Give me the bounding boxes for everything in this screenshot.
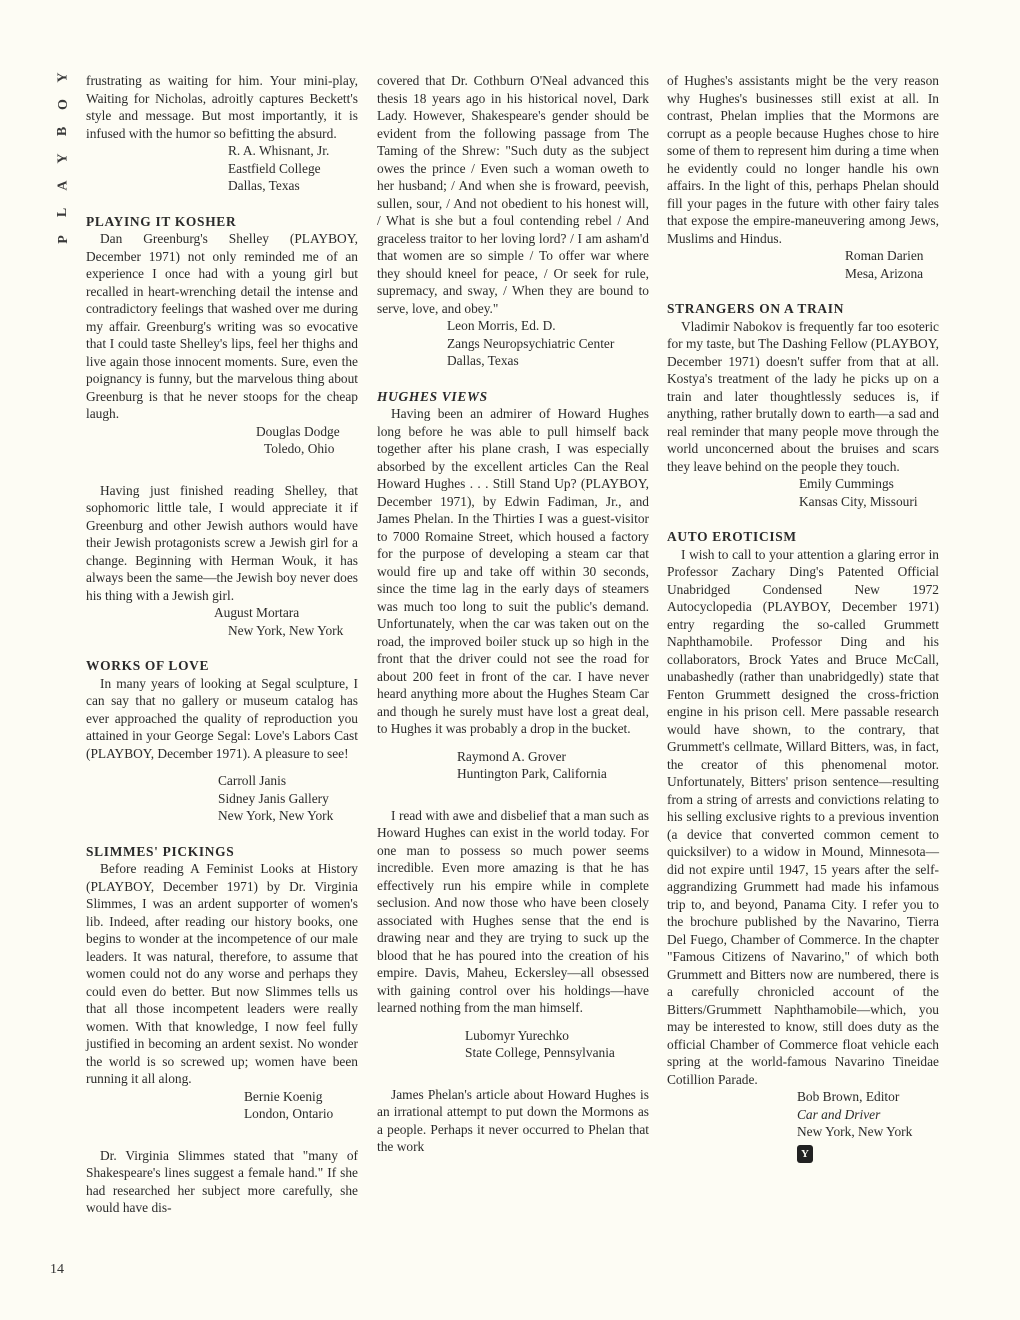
letter-signature <box>797 1088 939 1141</box>
signature-affiliation: Car and Driver <box>797 1106 881 1122</box>
signature-name: Bernie Koenig <box>244 1088 323 1104</box>
signature-location: New York, New York <box>797 1124 913 1139</box>
signature-name: Raymond A. Grover <box>457 748 566 764</box>
page-number: 14 <box>50 1262 64 1277</box>
letter-signature <box>799 475 939 510</box>
letter-paragraph: In many years of looking at Segal sculpture, I can say that no gallery or museum catalog has ever approached the quality of reproduction you attained in your George Segal: Love's Labors Cast (PLAYBOY, December 1971). A pleasure to see! <box>86 675 358 761</box>
letter-paragraph: James Phelan's article about Howard Hughes is an irrational attempt to put down the Mormons as a people. Perhaps it never occurred to Phelan that the work <box>377 1086 649 1154</box>
signature-location: Dallas, Texas <box>447 353 519 368</box>
letter-paragraph: of Hughes's assistants might be the very reason why Hughes's businesses still exist at all. In contrast, Phelan implies that the Mormons are corrupt as a people because Hughes chose to hire some of them to represent him during a time when he evidently could no longer handle his own affairs. In the light of this, perhaps Phelan should fill your pages in the future with other fairy tales that expose the empire-maneuvering among Jews, Muslims and Hindus. <box>667 73 939 246</box>
sidebar-letter: L <box>55 207 71 218</box>
signature-location: New York, New York <box>228 622 344 638</box>
letter-signature <box>214 604 358 639</box>
letter-paragraph: Vladimir Nabokov is frequently far too esoteric for my taste, but The Dashing Fellow (PLAYBOY, December 1971) doesn't suffer from that at all. Kostya's treatment of the lady he picks up on a train and later thoughtlessly seduces is, if anything, rather brutally down to earth—a sad and real reminder that many people move through the world unconcerned about the bruises and scars they leave behind on the people they touch. <box>667 318 939 474</box>
signature-location: Huntington Park, California <box>457 766 607 781</box>
letter-signature <box>244 1088 358 1123</box>
letter-paragraph: Dan Greenburg's Shelley (PLAYBOY, December 1971) not only reminded me of an experience I once had with a young girl but recalled in heart-wrenching detail the intense and contradictory feelings that washed over me during my affair. Greenburg's writing was so evocative that I could taste Shelley's lips, feel her thighs and live again those innocent moments. Sure, even the poignancy is funny, but the marvelous thing about Greenburg is that he never stoops for the cheap laugh. <box>86 231 358 421</box>
signature-name: Carroll Janis <box>218 773 287 788</box>
magazine-sidebar-title <box>48 64 78 253</box>
letter-signature <box>465 1027 649 1062</box>
letter-signature <box>845 247 939 282</box>
section-heading: SLIMMES' PICKINGS <box>86 843 235 859</box>
signature-name: August Mortara <box>214 605 300 620</box>
letter-paragraph: I read with awe and disbelief that a man such as Howard Hughes can exist in the world today. For one man to possess so much power seems incredible. Even more amazing is that he has effectively run his empire while in complete seclusion. And now those who have been closely associated with Hughes sense that the end is drawing near and they are trying to suck up the blood that he has poured into the creation of his empire. Davis, Maheu, Eckersley—all obsessed with gaining control over his holdings—have learned nothing from the man himself. <box>377 807 649 1015</box>
signature-location: Kansas City, Missouri <box>799 493 918 509</box>
letter-paragraph: I wish to call to your attention a glaring error in Professor Zachary Ding's Patented Official Unabridged Condensed New 1972 Autocyclopedia (PLAYBOY, December 1971) entry regarding the so-called Grummett Naphthamobile. Professor Ding and his collaborators, Brock Yates and Bruce McCall, unabashedly (rather than unabridgedly) state that Fenton Grummett designed the cross-friction engine in his prison cell. Mere passable research would have shown, to the contrary, that Grummett's cellmate, Willard Bitters, was, in fact, the creator of this phenomenal motor. Unfortunately, Bitters' prison sentence—resulting from a string of arrests and convictions relating to his selling exclusive rights to a previous invention (a device that converted common cement to quicksilver) to a widow in Mound, Minnesota—did not expire until 1947, 15 years after the self-aggrandizing Grummett had made his infamous trip to, and beyond, Panama City. I refer you to the brochure published by the Navarino, Tierra Del Fuego, Chamber of Commerce. In the chapter "Famous Citizens of Navarino," of which both Grummett and Bitters now are numbered, there is a carefully chronicled account of the Bitters/Grummett Naphthamobile—which, you may be interested to know, still does duty as the official Chamber of Commerce float vehicle each spring at the world-famous Navarino Tineidae Cotillion Parade. <box>667 546 939 1087</box>
letter-paragraph: frustrating as waiting for him. Your mini-play, Waiting for Nicholas, adroitly captures Beckett's style and message. But most importantly, it is infused with the humor so befitting the absurd. <box>86 73 358 141</box>
column-2 <box>377 72 649 1156</box>
section-heading: AUTO EROTICISM <box>667 529 797 544</box>
letter-paragraph: Before reading A Feminist Looks at History (PLAYBOY, December 1971) by Dr. Virginia Slimmes, I was an ardent supporter of women's lib. Indeed, after reading our history books, one begins to wonder at the incompetence of our male leaders. It was natural, therefore, to assume that women could not do any worse and perhaps they could even do better. But now Slimmes tells us that all those incompetent leaders were really women. With that knowledge, I now feel fully justified in becoming an ardent sexist. No wonder the world is so screwed up; women have been running it all along. <box>86 861 358 1086</box>
letter-signature <box>457 748 649 783</box>
signature-affiliation: Eastfield College <box>228 160 321 176</box>
signature-location: Toledo, Ohio <box>264 441 335 456</box>
signature-name: Emily Cummings <box>799 476 894 491</box>
signature-location: State College, Pennsylvania <box>465 1045 615 1060</box>
signature-location: Mesa, Arizona <box>845 265 924 281</box>
signature-name: Leon Morris, Ed. D. <box>447 318 556 333</box>
signature-name: Bob Brown, Editor <box>797 1089 900 1104</box>
letter-paragraph: covered that Dr. Cothburn O'Neal advanced this thesis 18 years ago in his historical novel, Dark Lady. However, Shakespeare's gender should be evident from the following passage from The Taming of the Shrew: "Such duty as the subject owes the prince / Even such a woman oweth to her husband; / And when she is froward, peevish, sullen, sour, / And not obedient to his honest will, / What is she but a foul contending rebel / And graceless traitor to her loving lord? / I am asham'd that women are so simple / To offer war where they should kneel for peace, / Or seek for rule, supremacy, and sway, / When they are bound to serve, love, and obey." <box>377 73 649 316</box>
section-heading: PLAYING IT KOSHER <box>86 213 237 229</box>
signature-name: Lubomyr Yurechko <box>465 1027 569 1043</box>
column-3 <box>667 72 939 1163</box>
section-heading: HUGHES VIEWS <box>377 388 488 404</box>
letter-signature <box>228 142 358 195</box>
sidebar-letter: O <box>55 99 71 110</box>
column-1 <box>86 72 358 1217</box>
signature-name: Douglas Dodge <box>256 423 340 439</box>
letter-paragraph: Having been an admirer of Howard Hughes long before he was able to pull himself back together after his plane crash, I was especially absorbed by the excellent articles Can the Real Howard Hughes . . . Still Stand Up? (PLAYBOY, December 1971), by Edwin Fadiman, Jr., and James Phelan. In the Thirties I was a guest-visitor to 7000 Romaine Street, which housed a factory for the purpose of developing a steam car that would fire up and take off within 30 seconds, since the time lag in the early days of steamers was much too long to suit the public's demand. Unfortunately, when the car was taken out on the road, the improved boiler stuck up so high in the front that the driver could not see the road for about 200 feet in front of the car. I have never heard anything more about the Hughes Steam Car and though he surely must have lost a great deal, to Hughes it was probably a drop in the bucket. <box>377 406 649 736</box>
signature-affiliation: Sidney Janis Gallery <box>218 790 329 806</box>
letter-signature <box>256 423 358 458</box>
signature-name: Roman Darien <box>845 248 924 263</box>
sidebar-letter: A <box>55 180 71 191</box>
section-heading: STRANGERS ON A TRAIN <box>667 301 845 316</box>
letter-paragraph: Dr. Virginia Slimmes stated that "many of Shakespeare's lines suggest a female hand." If she had researched her subject more carefully, she would have dis- <box>86 1147 358 1215</box>
sidebar-letter: B <box>55 126 71 137</box>
sidebar-letter: Y <box>55 72 71 83</box>
signature-location: New York, New York <box>218 808 334 823</box>
signature-location: London, Ontario <box>244 1106 334 1121</box>
signature-name: R. A. Whisnant, Jr. <box>228 143 330 158</box>
signature-affiliation: Zangs Neuropsychiatric Center <box>447 335 615 351</box>
sidebar-letter: Y <box>55 153 71 164</box>
sidebar-letter: P <box>55 235 71 244</box>
end-of-article-rabbit-icon: Y <box>797 1145 813 1163</box>
section-heading: WORKS OF LOVE <box>86 658 210 673</box>
signature-location: Dallas, Texas <box>228 178 300 193</box>
letter-signature <box>447 317 649 370</box>
letter-paragraph: Having just finished reading Shelley, that sophomoric little tale, I would appreciate it if Greenburg and other Jewish authors would have their Jewish protagonists screw a Jewish girl for a change. Beginning with Herman Wouk, it has always been the same—the Jewish boy never does his thing with a Jewish girl. <box>86 482 358 603</box>
letter-signature <box>218 772 358 825</box>
